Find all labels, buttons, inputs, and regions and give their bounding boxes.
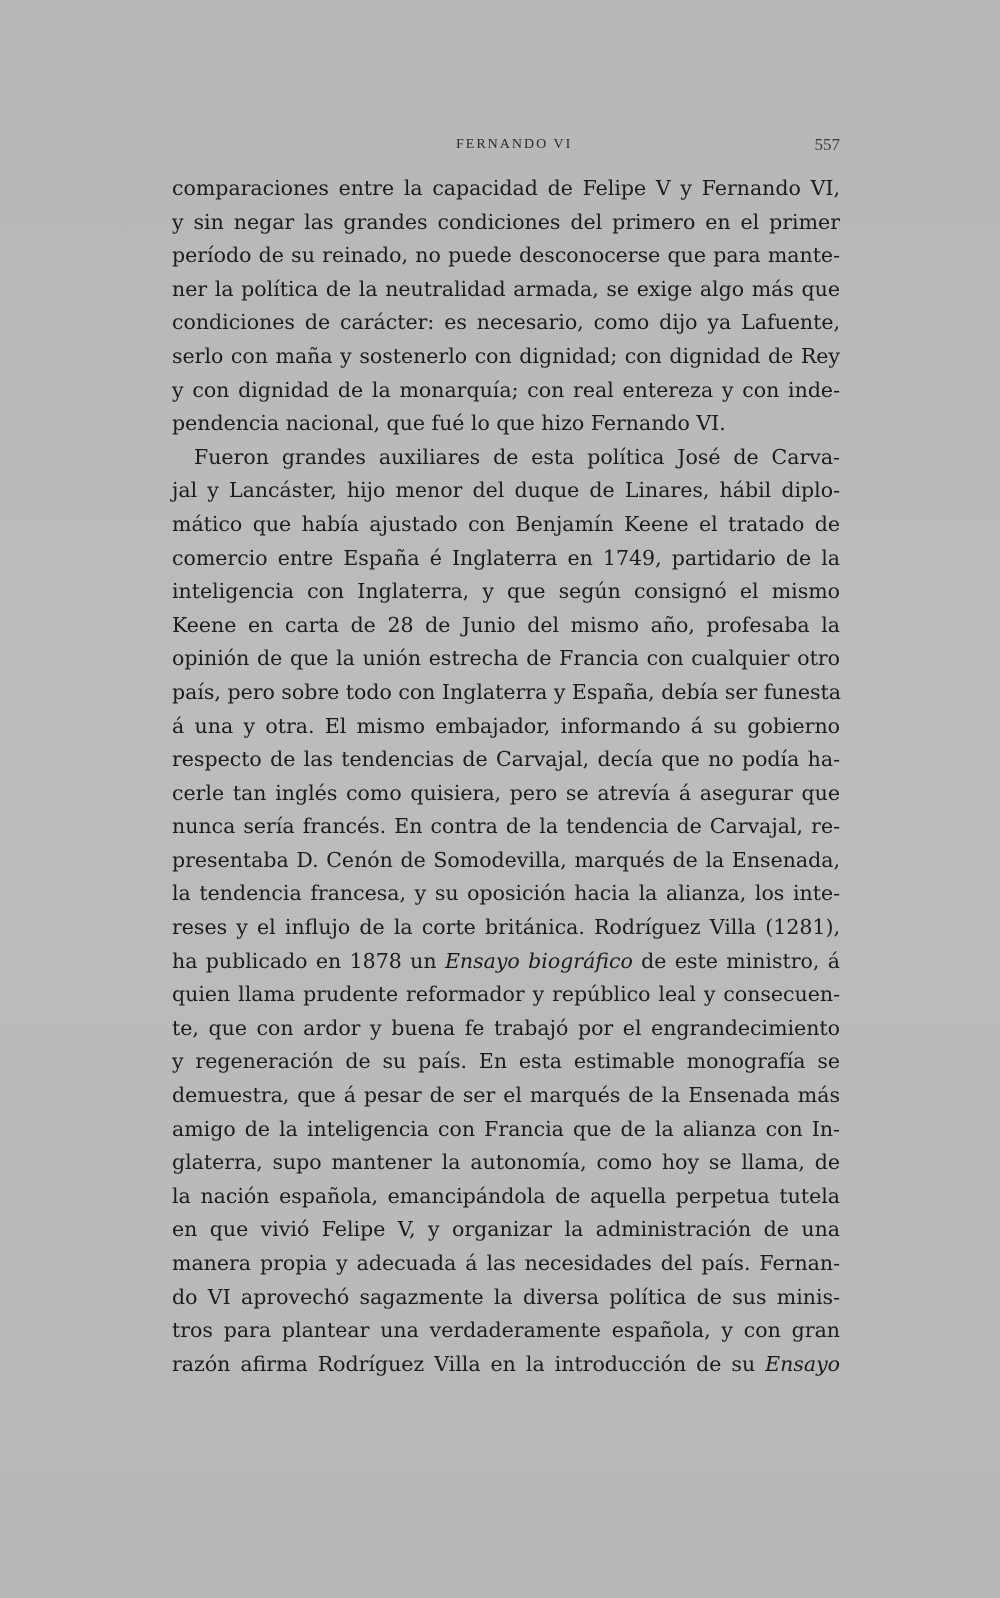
page-number: 557 xyxy=(814,135,840,154)
text-line: jal y Lancáster, hijo menor del duque de Linares, hábil diplo- xyxy=(172,478,840,503)
text-line: y sin negar las grandes condiciones del primero en el primer xyxy=(172,209,840,234)
running-header xyxy=(172,137,840,159)
text-line: do VI aprovechó sagazmente la diversa política de sus minis- xyxy=(172,1284,840,1309)
text-line: la nación española, emancipándola de aquella perpetua tutela xyxy=(172,1183,840,1208)
text-line: demuestra, que á pesar de ser el marqués de la Ensenada más xyxy=(172,1083,840,1108)
text-line: período de su reinado, no puede desconocerse que para mante- xyxy=(172,243,840,268)
text-line: inteligencia con Inglaterra, y que según consignó el mismo xyxy=(172,579,840,604)
text-line: y regeneración de su país. En esta estimable monografía se xyxy=(172,1049,840,1074)
text-segment: ha publicado en 1878 un xyxy=(172,948,445,973)
running-header-title: FERNANDO VI xyxy=(456,137,573,152)
text-line: mático que había ajustado con Benjamín Keene el tratado de xyxy=(172,511,840,536)
text-line: reses y el influjo de la corte británica. Rodríguez Villa (1281), xyxy=(172,915,840,940)
text-line: tros para plantear una verdaderamente española, y con gran xyxy=(172,1318,840,1343)
text-line: manera propia y adecuada á las necesidades del país. Fernan- xyxy=(172,1251,840,1275)
text-segment: de este ministro, á xyxy=(632,948,840,973)
text-line-with-italic xyxy=(172,1348,840,1382)
text-line: amigo de la inteligencia con Francia que de la alianza con In- xyxy=(172,1116,840,1141)
text-line: pendencia nacional, que fué lo que hizo Fernando VI. xyxy=(172,411,726,436)
text-line: á una y otra. El mismo embajador, informando á su gobierno xyxy=(172,713,840,738)
text-line: te, que con ardor y buena fe trabajó por el engrandecimiento xyxy=(172,1015,840,1040)
text-segment: razón afirma Rodríguez Villa en la introducción de su xyxy=(172,1351,766,1376)
text-line: país, pero sobre todo con Inglaterra y España, debía ser funesta xyxy=(172,679,841,704)
text-line: en que vivió Felipe V, y organizar la administración de una xyxy=(172,1217,840,1242)
text-line-with-italic xyxy=(172,945,840,979)
text-line: Keene en carta de 28 de Junio del mismo año, profesaba la xyxy=(172,612,840,637)
text-line: cerle tan inglés como quisiera, pero se atrevía á asegurar que xyxy=(172,780,840,805)
italic-book-title: Ensayo xyxy=(765,1351,840,1376)
text-line: Fueron grandes auxiliares de esta política José de Carva- xyxy=(194,444,840,469)
text-line: quien llama prudente reformador y repúblico leal y consecuen- xyxy=(172,982,840,1007)
text-line: condiciones de carácter: es necesario, como dijo ya Lafuente, xyxy=(172,310,840,335)
text-line: comercio entre España é Inglaterra en 1749, partidario de la xyxy=(172,545,840,570)
text-line: respecto de las tendencias de Carvajal, decía que no podía ha- xyxy=(172,747,840,772)
italic-book-title: Ensayo biográfico xyxy=(444,948,633,973)
text-line: y con dignidad de la monarquía; con real entereza y con inde- xyxy=(172,377,840,402)
text-line: serlo con maña y sostenerlo con dignidad; con dignidad de Rey xyxy=(172,343,840,368)
text-line: opinión de que la unión estrecha de Francia con cualquier otro xyxy=(172,646,840,671)
text-line: glaterra, supo mantener la autonomía, como hoy se llama, de xyxy=(172,1150,840,1175)
text-line: nunca sería francés. En contra de la tendencia de Carvajal, re- xyxy=(172,814,840,839)
body-text xyxy=(172,172,840,1381)
text-line: presentaba D. Cenón de Somodevilla, marqués de la Ensenada, xyxy=(172,847,840,872)
text-line: comparaciones entre la capacidad de Felipe V y Fernando VI, xyxy=(172,176,840,200)
text-line: ner la política de la neutralidad armada, se exige algo más que xyxy=(172,276,840,301)
text-line: la tendencia francesa, y su oposición hacia la alianza, los inte- xyxy=(172,881,840,906)
